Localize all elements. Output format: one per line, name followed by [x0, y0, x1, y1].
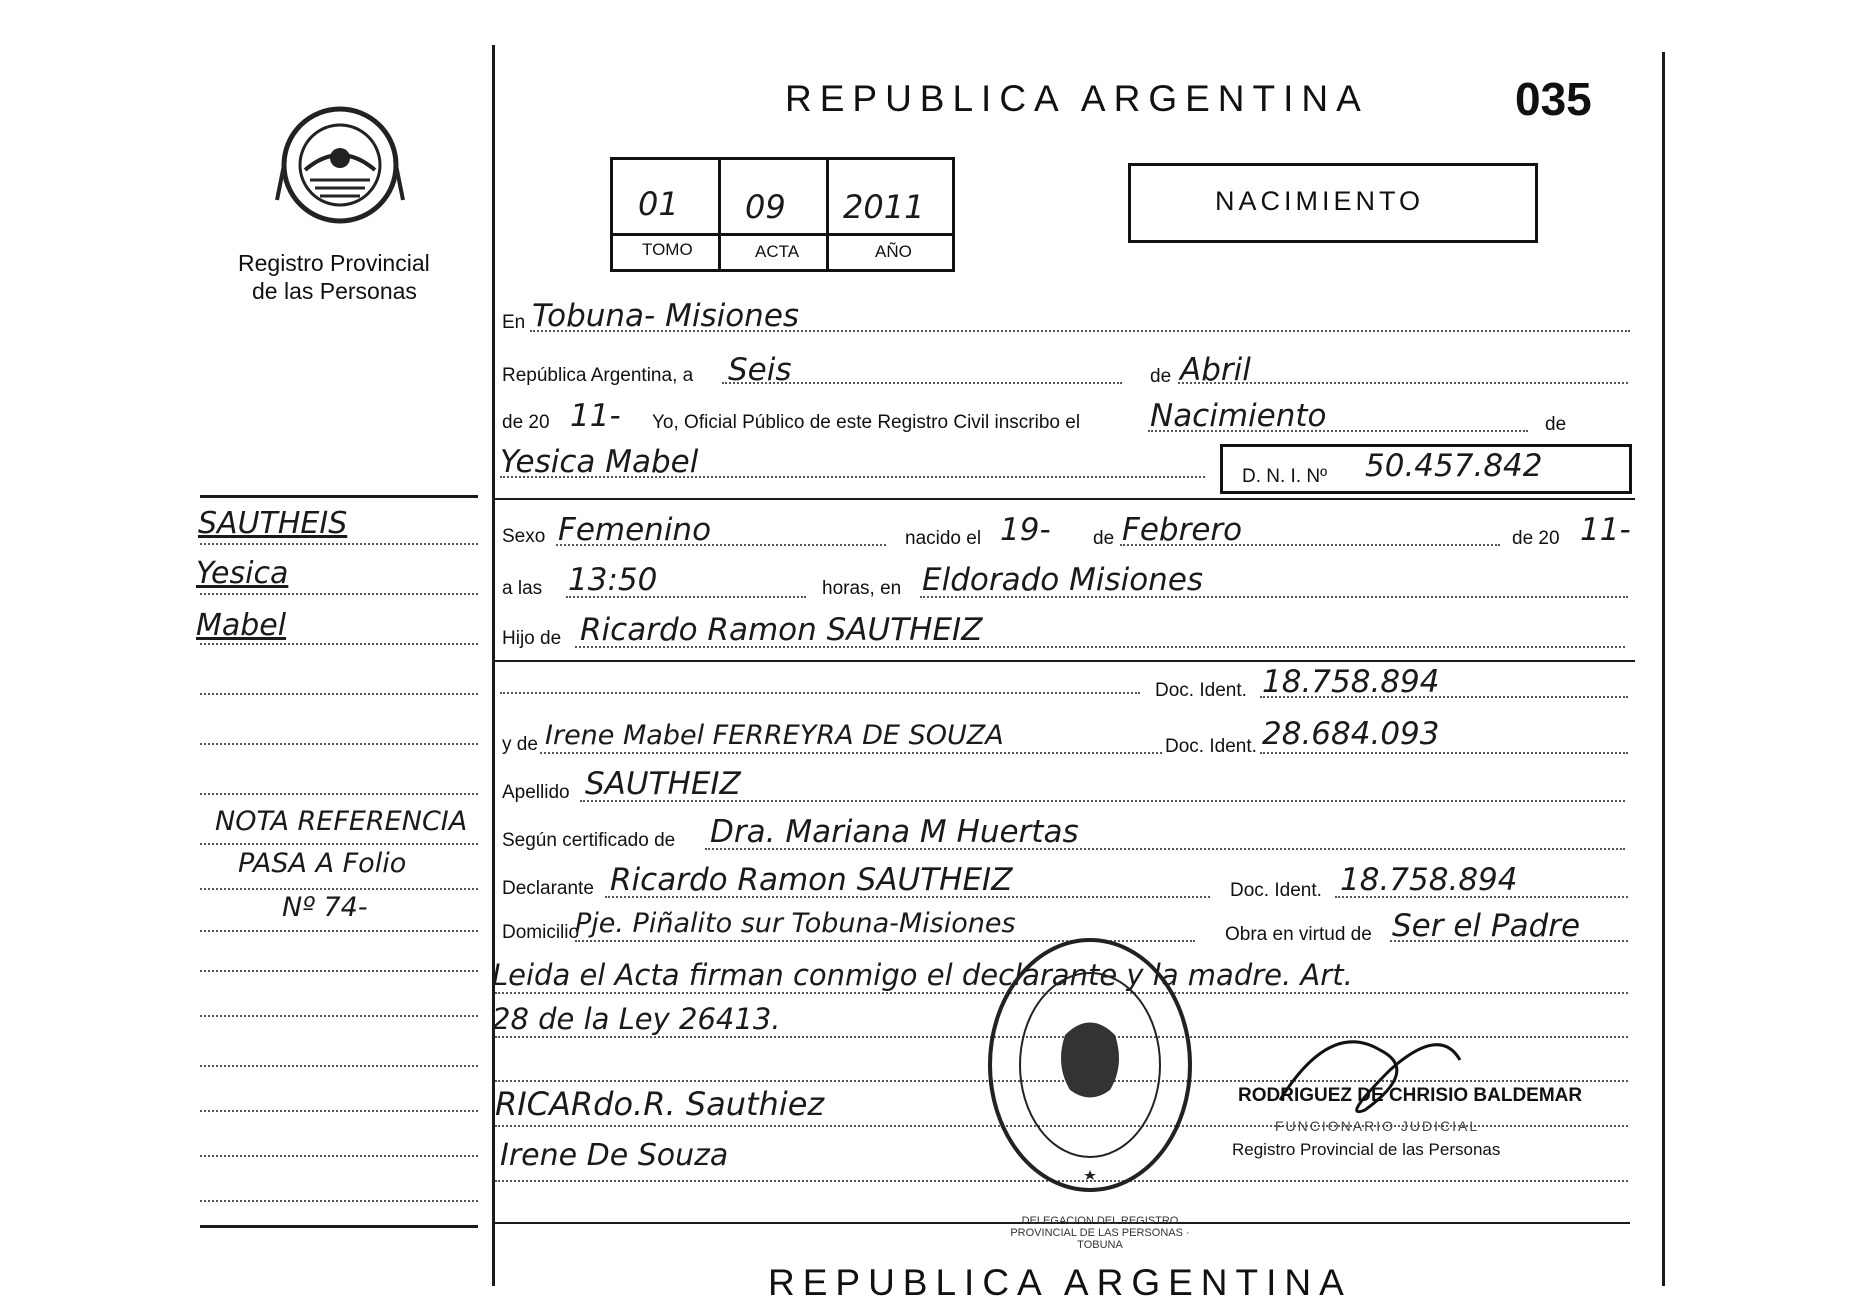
value-mes: Abril	[1180, 352, 1251, 388]
value-declarante-doc: 18.758.894	[1340, 862, 1518, 898]
anio-label: AÑO	[875, 242, 912, 261]
label-yo-oficial: Yo, Oficial Público de este Registro Civil inscribo el	[652, 412, 1081, 433]
value-apellido: SAUTHEIZ	[585, 766, 741, 802]
official-registry: Registro Provincial de las Personas	[1232, 1140, 1501, 1159]
label-doc-ident-madre: Doc. Ident.	[1165, 736, 1257, 757]
margin-second-name: Mabel	[196, 608, 287, 643]
registry-seal-icon	[980, 930, 1200, 1200]
registry-name-line1: Registro Provincial	[238, 250, 430, 276]
label-horas-en: horas, en	[822, 578, 902, 599]
margin-bottom-line	[200, 1225, 478, 1228]
label-y-de: y de	[502, 734, 538, 755]
label-dni: D. N. I. Nº	[1242, 466, 1328, 487]
tomo-label: TOMO	[642, 240, 693, 259]
value-dni: 50.457.842	[1365, 448, 1543, 484]
value-nac-dia: 19-	[1000, 512, 1051, 548]
value-domicilio: Pje. Piñalito sur Tobuna-Misiones	[575, 908, 1016, 939]
official-title: FUNCIONARIO JUDICIAL	[1275, 1118, 1480, 1134]
value-certificado: Dra. Mariana M Huertas	[710, 814, 1079, 850]
label-a-las: a las	[502, 578, 543, 599]
value-acto: Nacimiento	[1150, 398, 1327, 434]
value-dia: Seis	[728, 352, 792, 388]
section-divider-1	[495, 498, 1635, 500]
footer-country-title: REPUBLICA ARGENTINA	[768, 1262, 1352, 1303]
value-madre: Irene Mabel FERREYRA DE SOUZA	[545, 720, 1004, 751]
label-nacido-el: nacido el	[905, 528, 982, 549]
label-segun-certificado: Según certificado de	[502, 830, 676, 851]
value-lugar: Tobuna- Misiones	[532, 298, 800, 334]
value-declarante: Ricardo Ramon SAUTHEIZ	[610, 862, 1013, 898]
margin-note-line2: PASA A Folio	[238, 848, 407, 879]
anio-value: 2011	[843, 188, 925, 226]
signature-madre: Irene De Souza	[500, 1138, 729, 1173]
label-obra-en-virtud: Obra en virtud de	[1225, 924, 1372, 945]
label-de-20-nac: de 20	[1512, 528, 1560, 549]
province-crest-icon	[275, 100, 405, 230]
acta-value: 09	[745, 188, 786, 226]
label-declarante: Declarante	[502, 878, 594, 899]
value-lugar-nac: Eldorado Misiones	[922, 562, 1204, 598]
record-type-label: NACIMIENTO	[1215, 186, 1425, 216]
label-sexo: Sexo	[502, 526, 546, 547]
value-nac-anio: 11-	[1580, 512, 1631, 548]
label-hijo-de: Hijo de	[502, 628, 562, 649]
label-apellido: Apellido	[502, 782, 570, 803]
value-anio: 11-	[570, 398, 621, 434]
label-de-nombre: de	[1545, 414, 1567, 435]
label-de-20: de 20	[502, 412, 550, 433]
folio-number: 035	[1515, 73, 1592, 125]
right-border-line	[1662, 52, 1665, 1286]
official-name: RODRIGUEZ DE CHRISIO BALDEMAR	[1238, 1085, 1583, 1106]
registry-name-line2: de las Personas	[252, 278, 417, 304]
margin-note-line3: Nº 74-	[282, 892, 368, 923]
value-observacion-2: 28 de la Ley 26413.	[492, 1002, 781, 1036]
margin-first-name: Yesica	[196, 556, 289, 591]
value-hora: 13:50	[568, 562, 658, 598]
value-observacion-1: Leida el Acta firman conmigo el declarante y la madre. Art.	[492, 958, 1353, 992]
acta-label: ACTA	[755, 242, 800, 261]
value-padre-doc: 18.758.894	[1262, 664, 1440, 700]
margin-surname: SAUTHEIS	[198, 506, 348, 541]
label-de-mes: de	[1150, 366, 1172, 387]
label-republica-a: República Argentina, a	[502, 365, 694, 386]
value-nac-mes: Febrero	[1122, 512, 1243, 548]
label-de-nac-mes: de	[1093, 528, 1115, 549]
label-domicilio: Domicilio	[502, 922, 580, 943]
label-doc-ident-padre: Doc. Ident.	[1155, 680, 1247, 701]
value-sexo: Femenino	[558, 512, 712, 548]
country-title: REPUBLICA ARGENTINA	[785, 78, 1369, 119]
value-padre: Ricardo Ramon SAUTHEIZ	[580, 612, 983, 648]
value-obra: Ser el Padre	[1392, 908, 1581, 944]
tomo-value: 01	[638, 185, 679, 223]
signature-declarante: RICARdo.R. Sauthiez	[495, 1085, 825, 1123]
label-en: En	[502, 312, 526, 333]
seal-text: DELEGACION DEL REGISTRO PROVINCIAL DE LAS PERSONAS · TOBUNA	[1010, 1215, 1190, 1251]
label-doc-ident-declarante: Doc. Ident.	[1230, 880, 1322, 901]
margin-note-line1: NOTA REFERENCIA	[215, 806, 468, 837]
value-nombre: Yesica Mabel	[500, 444, 699, 480]
value-madre-doc: 28.684.093	[1262, 716, 1440, 752]
margin-top-line	[200, 495, 478, 498]
